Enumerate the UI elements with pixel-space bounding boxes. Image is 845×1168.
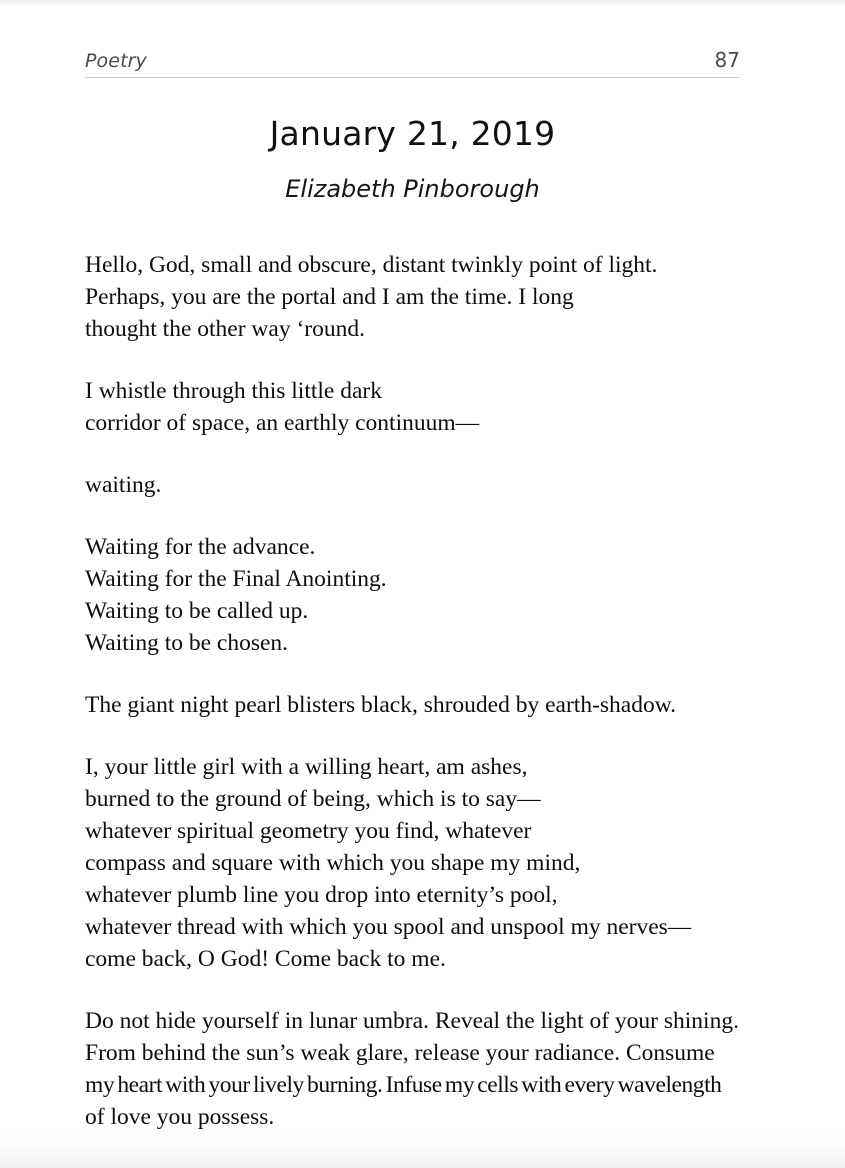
poem-stanza xyxy=(85,751,740,975)
poem-line: whatever thread with which you spool and unspool my nerves— xyxy=(85,914,692,941)
poem-line: I whistle through this little dark xyxy=(85,378,382,405)
poem-line: whatever plumb line you drop into eternity’s pool, xyxy=(85,882,558,909)
poem-stanza xyxy=(85,375,740,439)
poem-line: Waiting to be called up. xyxy=(85,598,309,625)
poem-stanza xyxy=(85,689,740,721)
poem-line: Do not hide yourself in lunar umbra. Reveal the light of your shining. xyxy=(85,1008,739,1035)
poem-line: From behind the sun’s weak glare, release your radiance. Consume xyxy=(85,1040,715,1067)
poem-line: The giant night pearl blisters black, shrouded by earth-shadow. xyxy=(85,692,677,719)
running-head xyxy=(85,0,740,78)
poem-body xyxy=(85,249,740,1133)
poem-line: corridor of space, an earthly continuum— xyxy=(85,410,480,437)
poem-line: whatever spiritual geometry you find, whatever xyxy=(85,818,532,845)
poem-line: of love you possess. xyxy=(85,1104,275,1131)
page-number: 87 xyxy=(714,48,740,72)
poem-line: compass and square with which you shape my mind, xyxy=(85,850,581,877)
poem-author: Elizabeth Pinborough xyxy=(285,175,540,204)
page-title: January 21, 2019 xyxy=(269,114,556,153)
poem-line: my heart with your lively burning. Infuse my cells with every wavelength xyxy=(85,1072,722,1099)
poem-stanza xyxy=(85,249,740,345)
poem-line: Waiting for the advance. xyxy=(85,534,316,561)
poem-stanza xyxy=(85,531,740,659)
page-bottom-edge xyxy=(0,1132,845,1168)
poem-stanza xyxy=(85,469,740,501)
poem-line: come back, O God! Come back to me. xyxy=(85,946,446,973)
running-head-section-title: Poetry xyxy=(85,50,147,72)
poem-line: Perhaps, you are the portal and I am the time. I long xyxy=(85,284,574,311)
poem-line: burned to the ground of being, which is to say— xyxy=(85,786,541,813)
poem-line: Waiting to be chosen. xyxy=(85,630,289,657)
page-content xyxy=(85,0,740,1133)
poem-stanza xyxy=(85,1005,740,1133)
poem-line: Hello, God, small and obscure, distant twinkly point of light. xyxy=(85,252,658,279)
poem-line: I, your little girl with a willing heart, am ashes, xyxy=(85,754,528,781)
poem-line: Waiting for the Final Anointing. xyxy=(85,566,387,593)
poem-line: waiting. xyxy=(85,472,162,499)
poem-line: thought the other way ‘round. xyxy=(85,316,365,343)
